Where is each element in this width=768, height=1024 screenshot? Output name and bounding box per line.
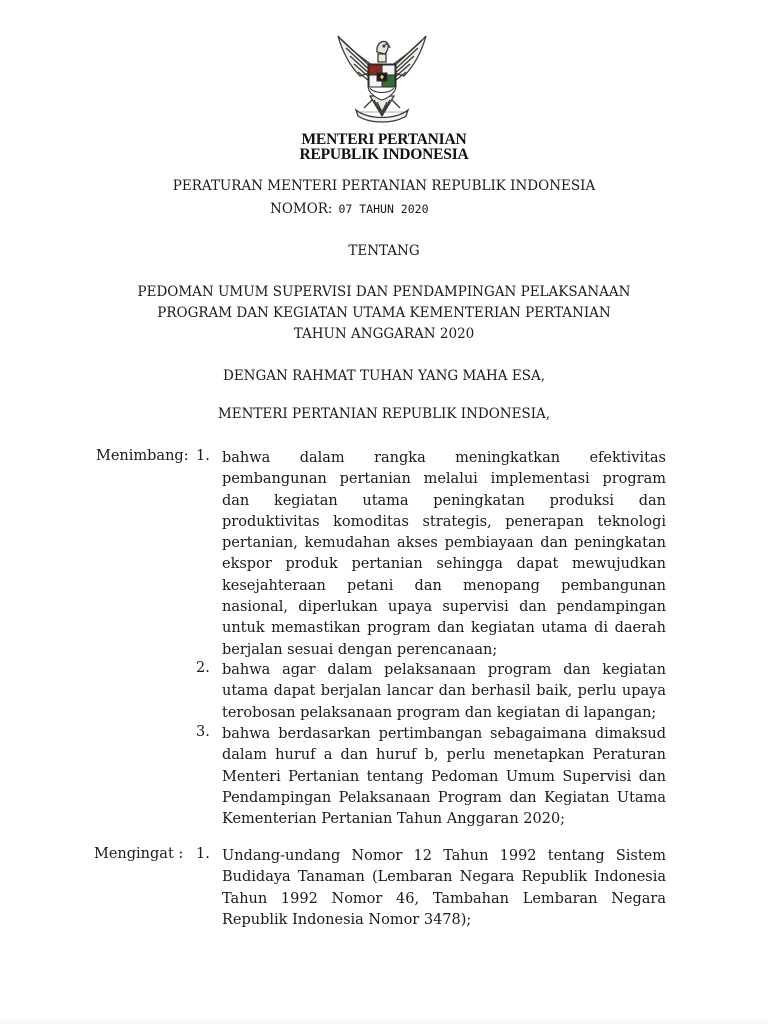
nomor-value: 07 TAHUN 2020 [338, 202, 429, 216]
text-line: terobosan pelaksanaan program dan kegiatan di lapangan; [222, 704, 657, 721]
text-line: Undang-undang Nomor 12 Tahun 1992 tentang Sistem [222, 848, 666, 864]
subject-line-2: PROGRAM DAN KEGIATAN UTAMA KEMENTERIAN PERTANIAN [157, 305, 611, 321]
text-line: ekspor produk pertanian sehingga dapat mewujudkan [222, 556, 666, 573]
regulation-number [270, 201, 429, 217]
menimbang-item-2-text [222, 660, 666, 724]
ministry-line-2: REPUBLIK INDONESIA [299, 146, 469, 163]
text-line: Tahun 1992 Nomor 46, Tambahan Lembaran Negara [222, 890, 666, 907]
menimbang-item-1-number: 1. [196, 448, 210, 464]
text-line: Republik Indonesia Nomor 3478); [222, 911, 472, 928]
text-line: untuk memastikan program dan kegiatan utama di daerah [222, 620, 666, 637]
mengingat-item-1-number: 1. [196, 846, 210, 862]
menimbang-item-3-number: 3. [196, 724, 210, 740]
subject-line-3: TAHUN ANGGARAN 2020 [293, 326, 475, 342]
text-line: bahwa agar dalam pelaksanaan program dan kegiatan [222, 662, 666, 678]
scan-edge [0, 1018, 768, 1024]
text-line: Budidaya Tanaman (Lembaran Negara Republik Indonesia [222, 869, 666, 886]
mengingat-item-1-text [222, 846, 666, 931]
text-line: kesejahteraan petani dan menopang pembangunan [222, 577, 666, 594]
text-line: bahwa dalam rangka meningkatkan efektivitas [222, 450, 666, 466]
menimbang-item-2-number: 2. [196, 660, 210, 676]
garuda-emblem-icon [330, 30, 434, 130]
text-line: produktivitas komoditas strategis, penerapan teknologi [222, 513, 666, 530]
text-line: Menteri Pertanian tentang Pedoman Umum Supervisi dan [222, 768, 666, 785]
mengingat-label: Mengingat : [94, 846, 184, 862]
text-line: dalam huruf a dan huruf b, perlu menetapkan Peraturan [222, 747, 666, 764]
tentang-heading: TENTANG [348, 243, 420, 259]
menimbang-label: Menimbang: [96, 448, 189, 464]
text-line: dan kegiatan utama peningkatan produksi dan [222, 492, 666, 509]
text-line: berjalan sesuai dengan perencanaan; [222, 641, 498, 658]
text-line: pertanian, kemudahan akses pembiayaan dan peningkatan [222, 535, 666, 552]
ministry-letterhead [260, 132, 508, 162]
text-line: pembangunan pertanian melalui implementasi program [222, 471, 666, 488]
nomor-label: NOMOR: [270, 201, 333, 217]
text-line: nasional, diperlukan upaya supervisi dan pendampingan [222, 599, 666, 616]
subject-line-1: PEDOMAN UMUM SUPERVISI DAN PENDAMPINGAN PELAKSANAAN [137, 284, 631, 300]
text-line: Kementerian Pertanian Tahun Anggaran 2020; [222, 811, 566, 828]
text-line: bahwa berdasarkan pertimbangan sebagaimana dimaksud [222, 726, 666, 742]
text-line: Pendampingan Pelaksanaan Program dan Kegiatan Utama [222, 789, 666, 806]
issuer: MENTERI PERTANIAN REPUBLIK INDONESIA, [217, 406, 551, 422]
menimbang-item-3-text [222, 724, 666, 830]
regulation-title: PERATURAN MENTERI PERTANIAN REPUBLIK INDONESIA [172, 178, 596, 194]
ministry-line-1: MENTERI PERTANIAN [301, 131, 467, 148]
text-line: utama dapat berjalan lancar dan berhasil baik, perlu upaya [222, 683, 666, 700]
menimbang-item-1-text [222, 448, 666, 661]
invocation: DENGAN RAHMAT TUHAN YANG MAHA ESA, [223, 368, 545, 384]
